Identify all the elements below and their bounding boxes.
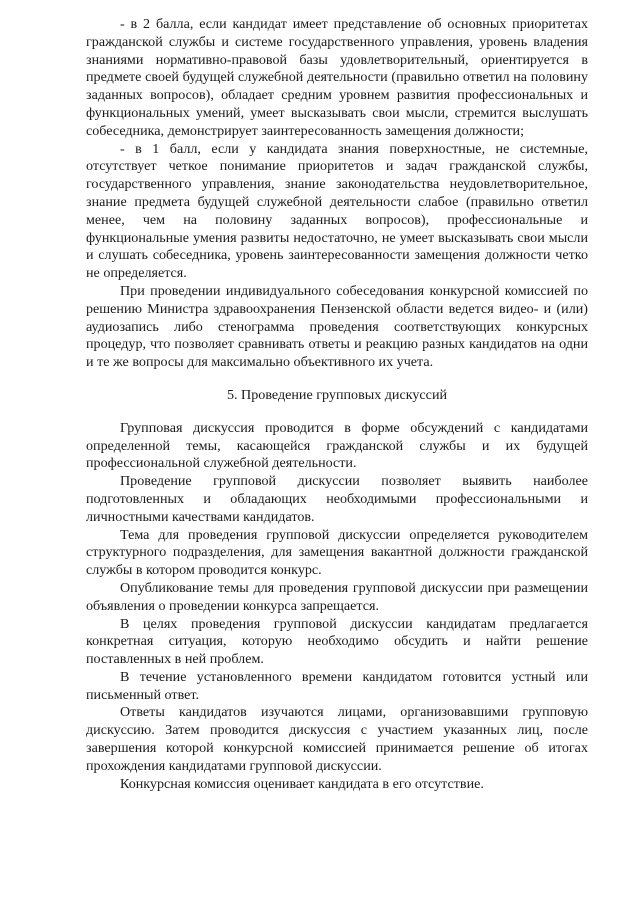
- paragraph-evaluation: Конкурсная комиссия оценивает кандидата в его отсутствие.: [120, 775, 484, 792]
- paragraph-answers-review: Ответы кандидатов изучаются лицами, организовавшими групповую дискуссию. Затем проводится дискуссия с участием указанных лиц, после завершения которой конкурсной комиссией принимается решение об итогах прохождения кандидатами групповой дискуссии.: [86, 704, 588, 774]
- paragraph-interview-recording: При проведении индивидуального собеседования конкурсной комиссией по решению Министра здравоохранения Пензенской области ведется видео- и (или) аудиозапись либо стенограмма проведения соответствующих конкурсных процедур, что позволяет сравнивать ответы и реакцию разных кандидатов на одни и те же вопросы для максимально объективного их учета.: [86, 282, 588, 371]
- paragraph-situation: В целях проведения групповой дискуссии кандидатам предлагается конкретная ситуация, которую необходимо обсудить и найти решение поставленных в ней проблем.: [86, 615, 588, 668]
- paragraph-discussion-form: Групповая дискуссия проводится в форме обсуждений с кандидатами определенной темы, касающейся гражданской службы и их будущей профессиональной служебной деятельности.: [86, 419, 588, 472]
- paragraph-criteria-1-point: - в 1 балл, если у кандидата знания поверхностные, не системные, отсутствует четкое понимание приоритетов и задач гражданской службы, государственного управления, знание законодательства неудовлетворительное, знание предмета будущей служебной деятельности слабое (правильно ответил менее, чем на половину заданных вопросов), профессиональные и функциональные умения развиты недостаточно, не умеет высказывать свои мысли и слушать собеседника, уровень заинтересованности замещения должности четко не определяется.: [86, 140, 588, 282]
- paragraph-criteria-2-points: - в 2 балла, если кандидат имеет представление об основных приоритетах гражданской службы и системе государственного управления, уровень владения знаниями нормативно-правовой базы удовлетворительный, ориентируется в предмете своей будущей служебной деятельности (правильно ответил на половину заданных вопросов), обладает средним уровнем развития профессиональных и функциональных умений, умеет высказывать свои мысли, стремится выслушать собеседника, демонстрирует заинтересованность замещения должности;: [86, 16, 588, 139]
- section-heading: 5. Проведение групповых дискуссий: [226, 386, 448, 403]
- paragraph-answer-preparation: В течение установленного времени кандидатом готовится устный или письменный ответ.: [86, 668, 588, 703]
- paragraph-topic-publication: Опубликование темы для проведения групповой дискуссии при размещении объявления о проведении конкурса запрещается.: [86, 579, 588, 614]
- paragraph-discussion-purpose: Проведение групповой дискуссии позволяет выявить наиболее подготовленных и обладающих необходимыми профессиональными и личностными качествами кандидатов.: [86, 473, 588, 525]
- paragraph-discussion-topic: Тема для проведения групповой дискуссии определяется руководителем структурного подразделения, для замещения вакантной должности гражданской службы в котором проводится конкурс.: [86, 526, 588, 579]
